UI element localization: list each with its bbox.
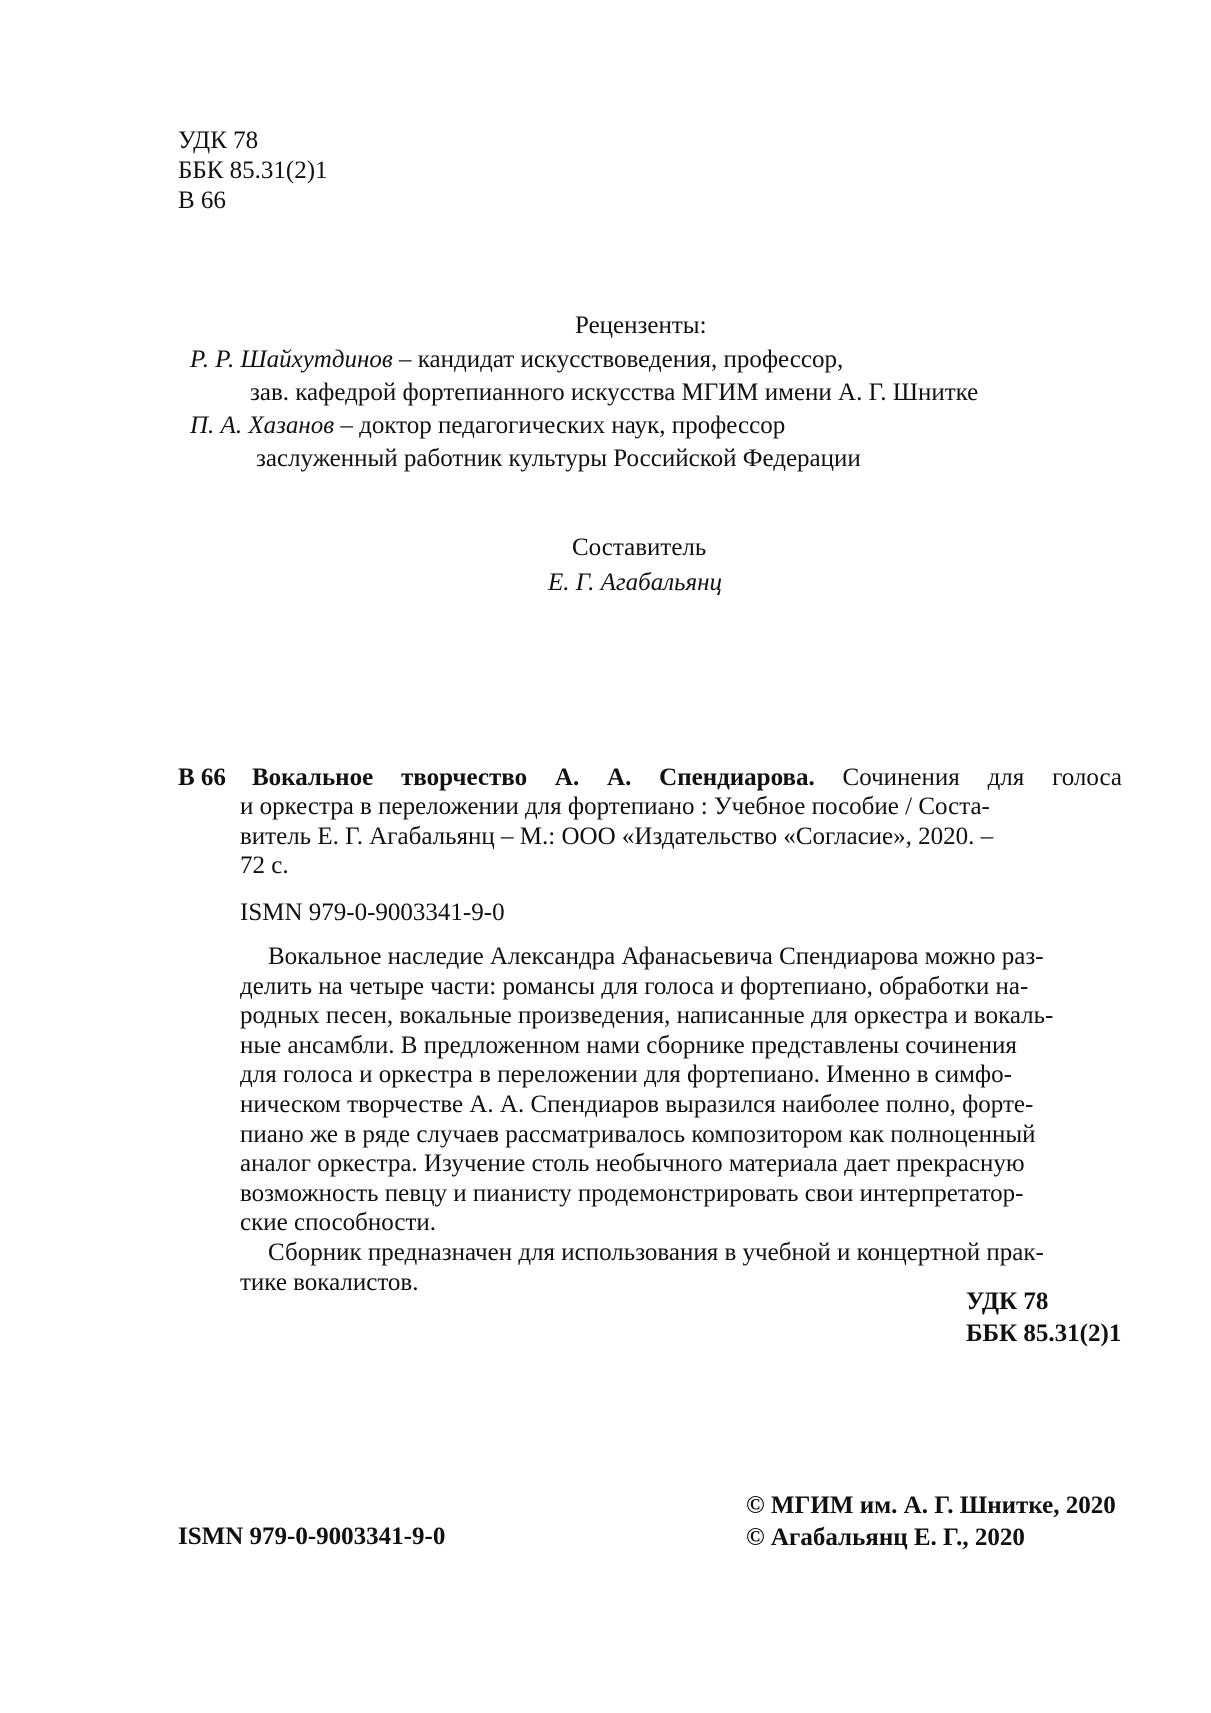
annotation-line-3: родных песен, вокальные произведения, написанные для оркестра и вокаль-: [240, 1002, 1054, 1030]
annotation-text: Вокальное наследие Александра Афанасьевича Спендиарова можно раз-: [268, 943, 1044, 970]
reviewer-1-desc: – кандидат искусствоведения, профессор,: [392, 346, 844, 373]
entry-isbn: ISMN 979-0-9003341-9-0: [240, 899, 505, 926]
author-sign: В 66: [178, 187, 226, 214]
bottom-classification: [966, 1286, 1121, 1350]
annotation-line-11: Сборник предназначен для использования в учебной и концертной прак-: [268, 1239, 1044, 1266]
top-classification: [178, 126, 328, 216]
reviewer-2: [190, 411, 785, 441]
udk-code: УДК 78: [178, 127, 259, 154]
entry-line-1: [252, 763, 1122, 793]
reviewer-2-desc: – доктор педагогических наук, профессор: [334, 412, 786, 439]
annotation-line-12: тике вокалистов.: [240, 1268, 419, 1296]
copyright-institution: © МГИМ им. А. Г. Шнитке, 2020: [746, 1492, 1116, 1519]
entry-line-3: витель Е. Г. Агабальянц – М.: ООО «Издательство «Согласие», 2020. –: [240, 823, 994, 850]
annotation-line-2: делить на четыре части: романсы для голоса и фортепиано, обработки на-: [240, 972, 1029, 1000]
entry-line-4: 72 с.: [240, 852, 289, 879]
reviewer-2-name: П. А. Хазанов: [190, 412, 335, 439]
annotation-line-5: для голоса и оркестра в переложении для фортепиано. Именно в симфо-: [240, 1061, 1012, 1089]
book-title: Вокальное творчество А. А. Спендиарова.: [252, 764, 815, 791]
reviewers-title: Рецензенты:: [575, 312, 707, 339]
annotation-line-4: ные ансамбли. В предложенном нами сборнике представлены сочинения: [240, 1031, 1017, 1059]
annotation-line-8: аналог оркестра. Изучение столь необычного материала дает прекрасную: [240, 1150, 1025, 1178]
book-subtitle: Сочинения для голоса: [814, 764, 1122, 791]
reviewer-1-desc-2: зав. кафедрой фортепианного искусства МГИМ имени А. Г. Шнитке: [250, 379, 979, 406]
footer-isbn: ISMN 979-0-9003341-9-0: [178, 1523, 446, 1550]
copyright-author: © Агабальянц Е. Г., 2020: [746, 1524, 1025, 1551]
annotation-line-9: возможность певцу и пианисту продемонстрировать свои интерпретатор-: [240, 1179, 1024, 1207]
compiler-name: Е. Г. Агабальянц: [548, 569, 723, 596]
reviewer-2-desc-2: заслуженный работник культуры Российской Федерации: [256, 445, 861, 472]
bottom-udk: УДК 78: [966, 1288, 1049, 1315]
entry-code: В 66: [178, 764, 226, 791]
annotation-line-1: [268, 942, 1122, 972]
bottom-bbk: ББК 85.31(2)1: [966, 1320, 1122, 1347]
reviewer-1-name: Р. Р. Шайхутдинов: [190, 346, 393, 373]
bibliographic-entry: [252, 763, 1122, 793]
annotation-line-6: ническом творчестве А. А. Спендиаров выразился наиболее полно, форте-: [240, 1091, 1034, 1118]
entry-line-2: и оркестра в переложении для фортепиано : Учебное пособие / Соста-: [240, 793, 990, 820]
bbk-code: ББК 85.31(2)1: [178, 157, 328, 184]
annotation-line-10: ские способности.: [240, 1209, 437, 1237]
reviewer-1: [190, 345, 843, 375]
annotation-line-7: пиано же в ряде случаев рассматривалось композитором как полноценный: [240, 1120, 1036, 1148]
compiler-title: Составитель: [572, 534, 707, 561]
